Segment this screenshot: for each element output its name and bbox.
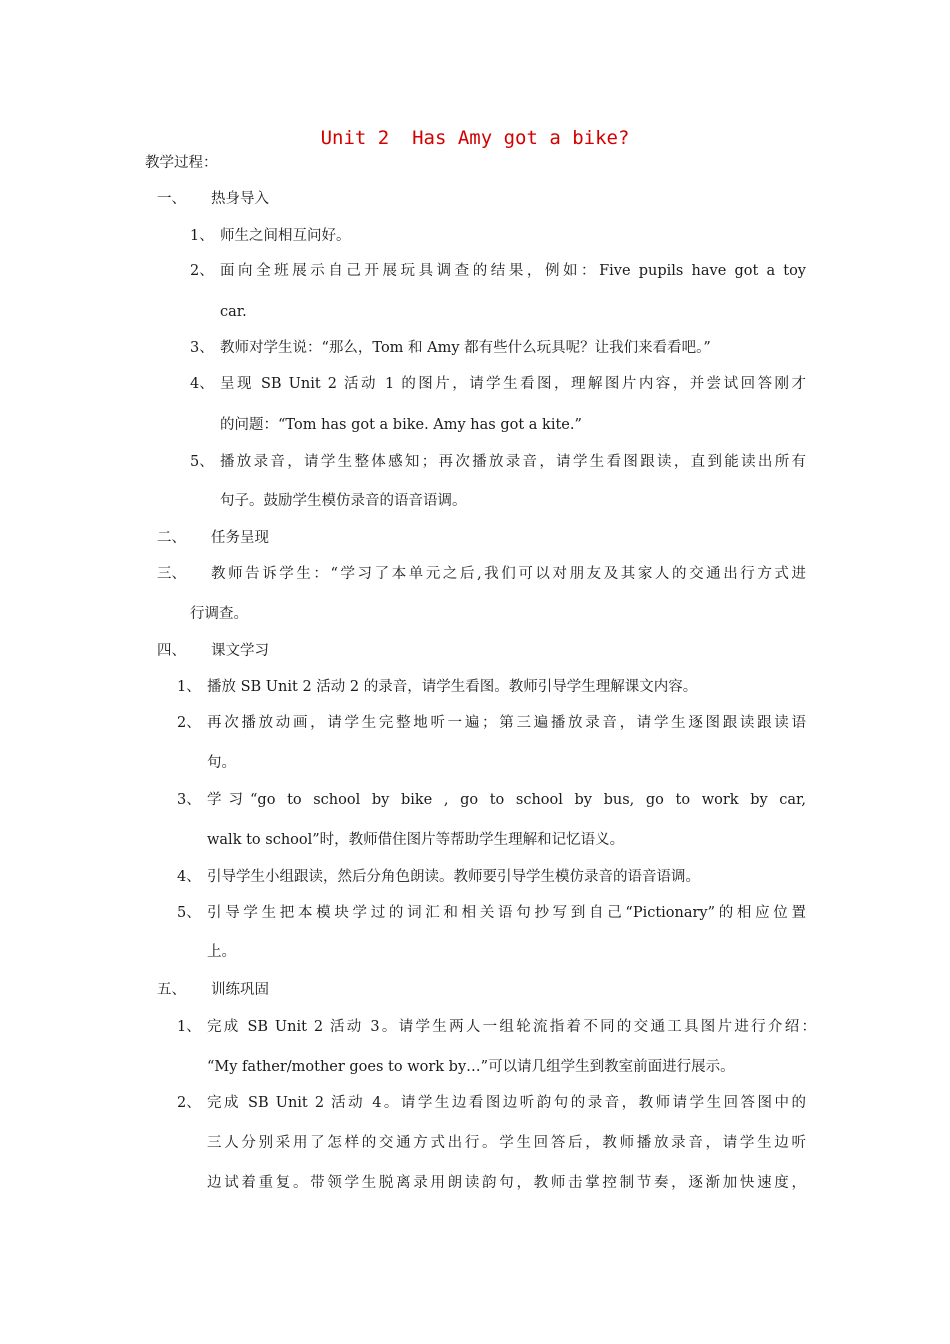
item-text: 师生之间相互问好。 xyxy=(220,228,351,244)
item-number: 3、 xyxy=(177,792,201,808)
item-number: 1、 xyxy=(177,1019,201,1035)
item-text-continued: 句子。鼓励学生模仿录音的语音语调。 xyxy=(220,493,467,509)
section-heading: 任务呈现 xyxy=(211,530,269,546)
item-number: 1、 xyxy=(177,679,201,695)
item-text: 播放录音，请学生整体感知；再次播放录音，请学生看图跟读，直到能读出所有 xyxy=(220,454,806,470)
page-title: Unit 2 Has Amy got a bike? xyxy=(320,127,630,149)
item-text: 引导学生把本模块学过的词汇和相关语句抄写到自己“Pictionary”的相应位置 xyxy=(207,905,806,921)
item-text-continued: walk to school”时，教师借住图片等帮助学生理解和记忆语义。 xyxy=(207,832,625,848)
section-number: 五、 xyxy=(157,982,186,998)
item-text: 呈现 SB Unit 2 活动 1 的图片，请学生看图，理解图片内容，并尝试回答刚才 xyxy=(220,376,806,392)
process-label: 教学过程： xyxy=(145,155,218,171)
item-text-continued: “My father/mother goes to work by…”可以请几组学生到教室前面进行展示。 xyxy=(207,1059,735,1075)
item-number: 5、 xyxy=(177,905,201,921)
section-number: 二、 xyxy=(157,530,186,546)
item-text: 再次播放动画，请学生完整地听一遍；第三遍播放录音，请学生逐图跟读跟读语 xyxy=(207,715,806,731)
item-text-continued: 句。 xyxy=(207,755,236,771)
item-number: 4、 xyxy=(177,869,201,885)
section-heading: 训练巩固 xyxy=(211,982,269,998)
item-text-continued: 上。 xyxy=(207,944,236,960)
section-number: 三、 xyxy=(157,566,186,582)
section-heading: 教师告诉学生：“学习了本单元之后,我们可以对朋友及其家人的交通出行方式进 xyxy=(211,566,806,582)
item-number: 2、 xyxy=(177,1095,201,1111)
item-number: 1、 xyxy=(190,228,214,244)
item-text-continued: 三人分别采用了怎样的交通方式出行。学生回答后，教师播放录音，请学生边听 xyxy=(207,1135,806,1151)
item-text: 引导学生小组跟读，然后分角色朗读。教师要引导学生模仿录音的语音语调。 xyxy=(207,869,700,885)
item-number: 4、 xyxy=(190,376,214,392)
item-text: 教师对学生说：“那么，Tom 和 Amy 都有些什么玩具呢？让我们来看看吧。” xyxy=(220,340,711,356)
item-number: 2、 xyxy=(190,263,214,279)
section-heading-continued: 行调查。 xyxy=(190,606,248,622)
item-number: 3、 xyxy=(190,340,214,356)
section-number: 四、 xyxy=(157,643,186,659)
item-text-continued: 边试着重复。带领学生脱离录用朗读韵句，教师击掌控制节奏，逐渐加快速度， xyxy=(207,1175,806,1191)
item-text-continued: car. xyxy=(220,304,247,320)
item-number: 2、 xyxy=(177,715,201,731)
item-text: 学习“go to school by bike , go to school by bus, go to work by car, xyxy=(207,792,806,808)
item-text: 完成 SB Unit 2 活动 4。请学生边看图边听韵句的录音，教师请学生回答图中的 xyxy=(207,1095,806,1111)
section-heading: 热身导入 xyxy=(211,191,269,207)
item-text: 播放 SB Unit 2 活动 2 的录音，请学生看图。教师引导学生理解课文内容。 xyxy=(207,679,698,695)
section-heading: 课文学习 xyxy=(211,643,269,659)
item-text: 完成 SB Unit 2 活动 3。请学生两人一组轮流指着不同的交通工具图片进行介绍： xyxy=(207,1019,816,1035)
item-text: 面向全班展示自己开展玩具调查的结果，例如：Five pupils have got a toy xyxy=(220,263,806,279)
section-number: 一、 xyxy=(157,191,186,207)
item-text-continued: 的问题：“Tom has got a bike. Amy has got a kite.” xyxy=(220,417,582,433)
item-number: 5、 xyxy=(190,454,214,470)
